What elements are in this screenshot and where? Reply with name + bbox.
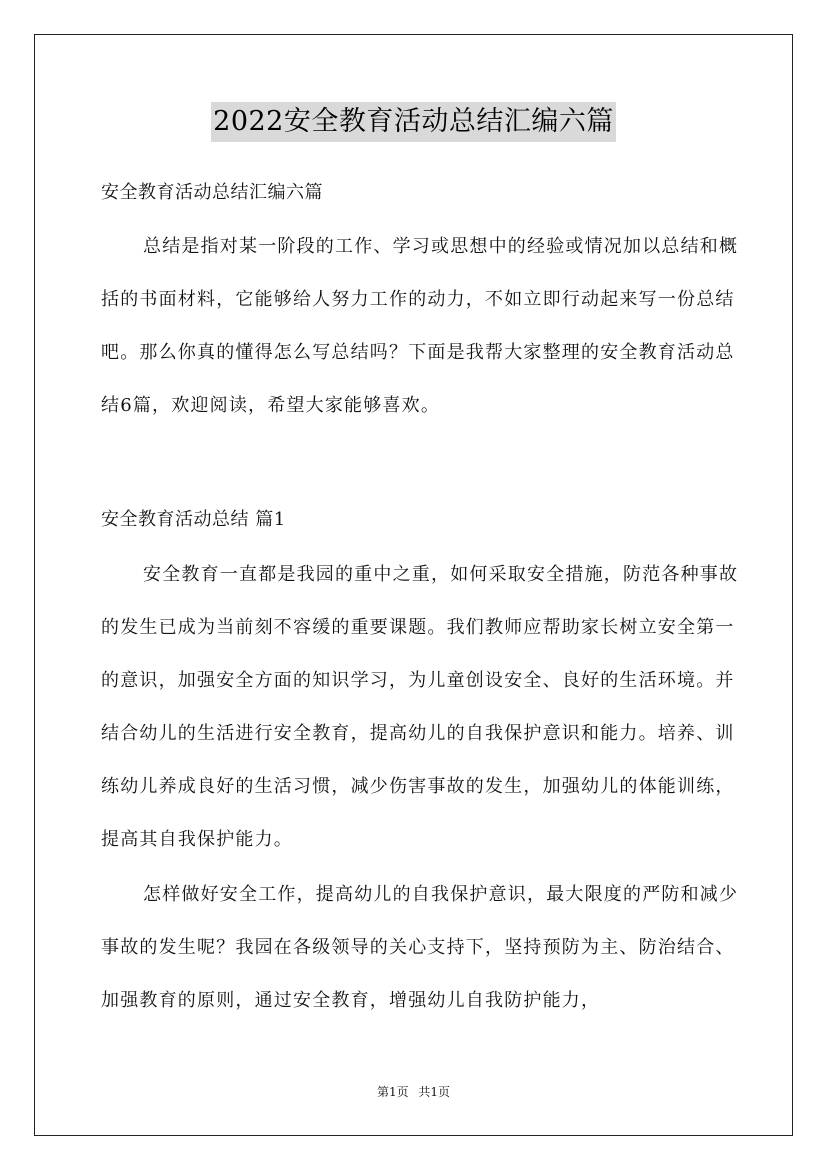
title-container xyxy=(0,102,827,142)
page-number-current: 第1页 xyxy=(376,1085,409,1099)
intro-paragraph: 总结是指对某一阶段的工作、学习或思想中的经验或情况加以总结和概括的书面材料，它能够给人努力工作的动力，不如立即行动起来写一份总结吧。那么你真的懂得怎么写总结吗？下面是我帮大家整理的安全教育活动总结6篇，欢迎阅读，希望大家能够喜欢。 xyxy=(101,236,739,416)
document-subtitle: 安全教育活动总结汇编六篇 xyxy=(101,182,323,203)
section-heading: 安全教育活动总结 篇1 xyxy=(101,509,286,530)
section-paragraph-2: 怎样做好安全工作，提高幼儿的自我保护意识，最大限度的严防和减少事故的发生呢？我园在各级领导的关心支持下，坚持预防为主、防治结合、加强教育的原则，通过安全教育，增强幼儿自我防护能力， xyxy=(101,884,739,1011)
page-footer xyxy=(0,1084,827,1100)
section-paragraph-1: 安全教育一直都是我园的重中之重，如何采取安全措施，防范各种事故的发生已成为当前刻不容缓的重要课题。我们教师应帮助家长树立安全第一的意识，加强安全方面的知识学习，为儿童创设安全、良好的生活环境。并结合幼儿的生活进行安全教育，提高幼儿的自我保护意识和能力。培养、训练幼儿养成良好的生活习惯，减少伤害事故的发生，加强幼儿的体能训练，提高其自我保护能力。 xyxy=(101,564,739,850)
document-title: 2022安全教育活动总结汇编六篇 xyxy=(211,102,616,142)
page-number-total: 共1页 xyxy=(418,1085,451,1099)
